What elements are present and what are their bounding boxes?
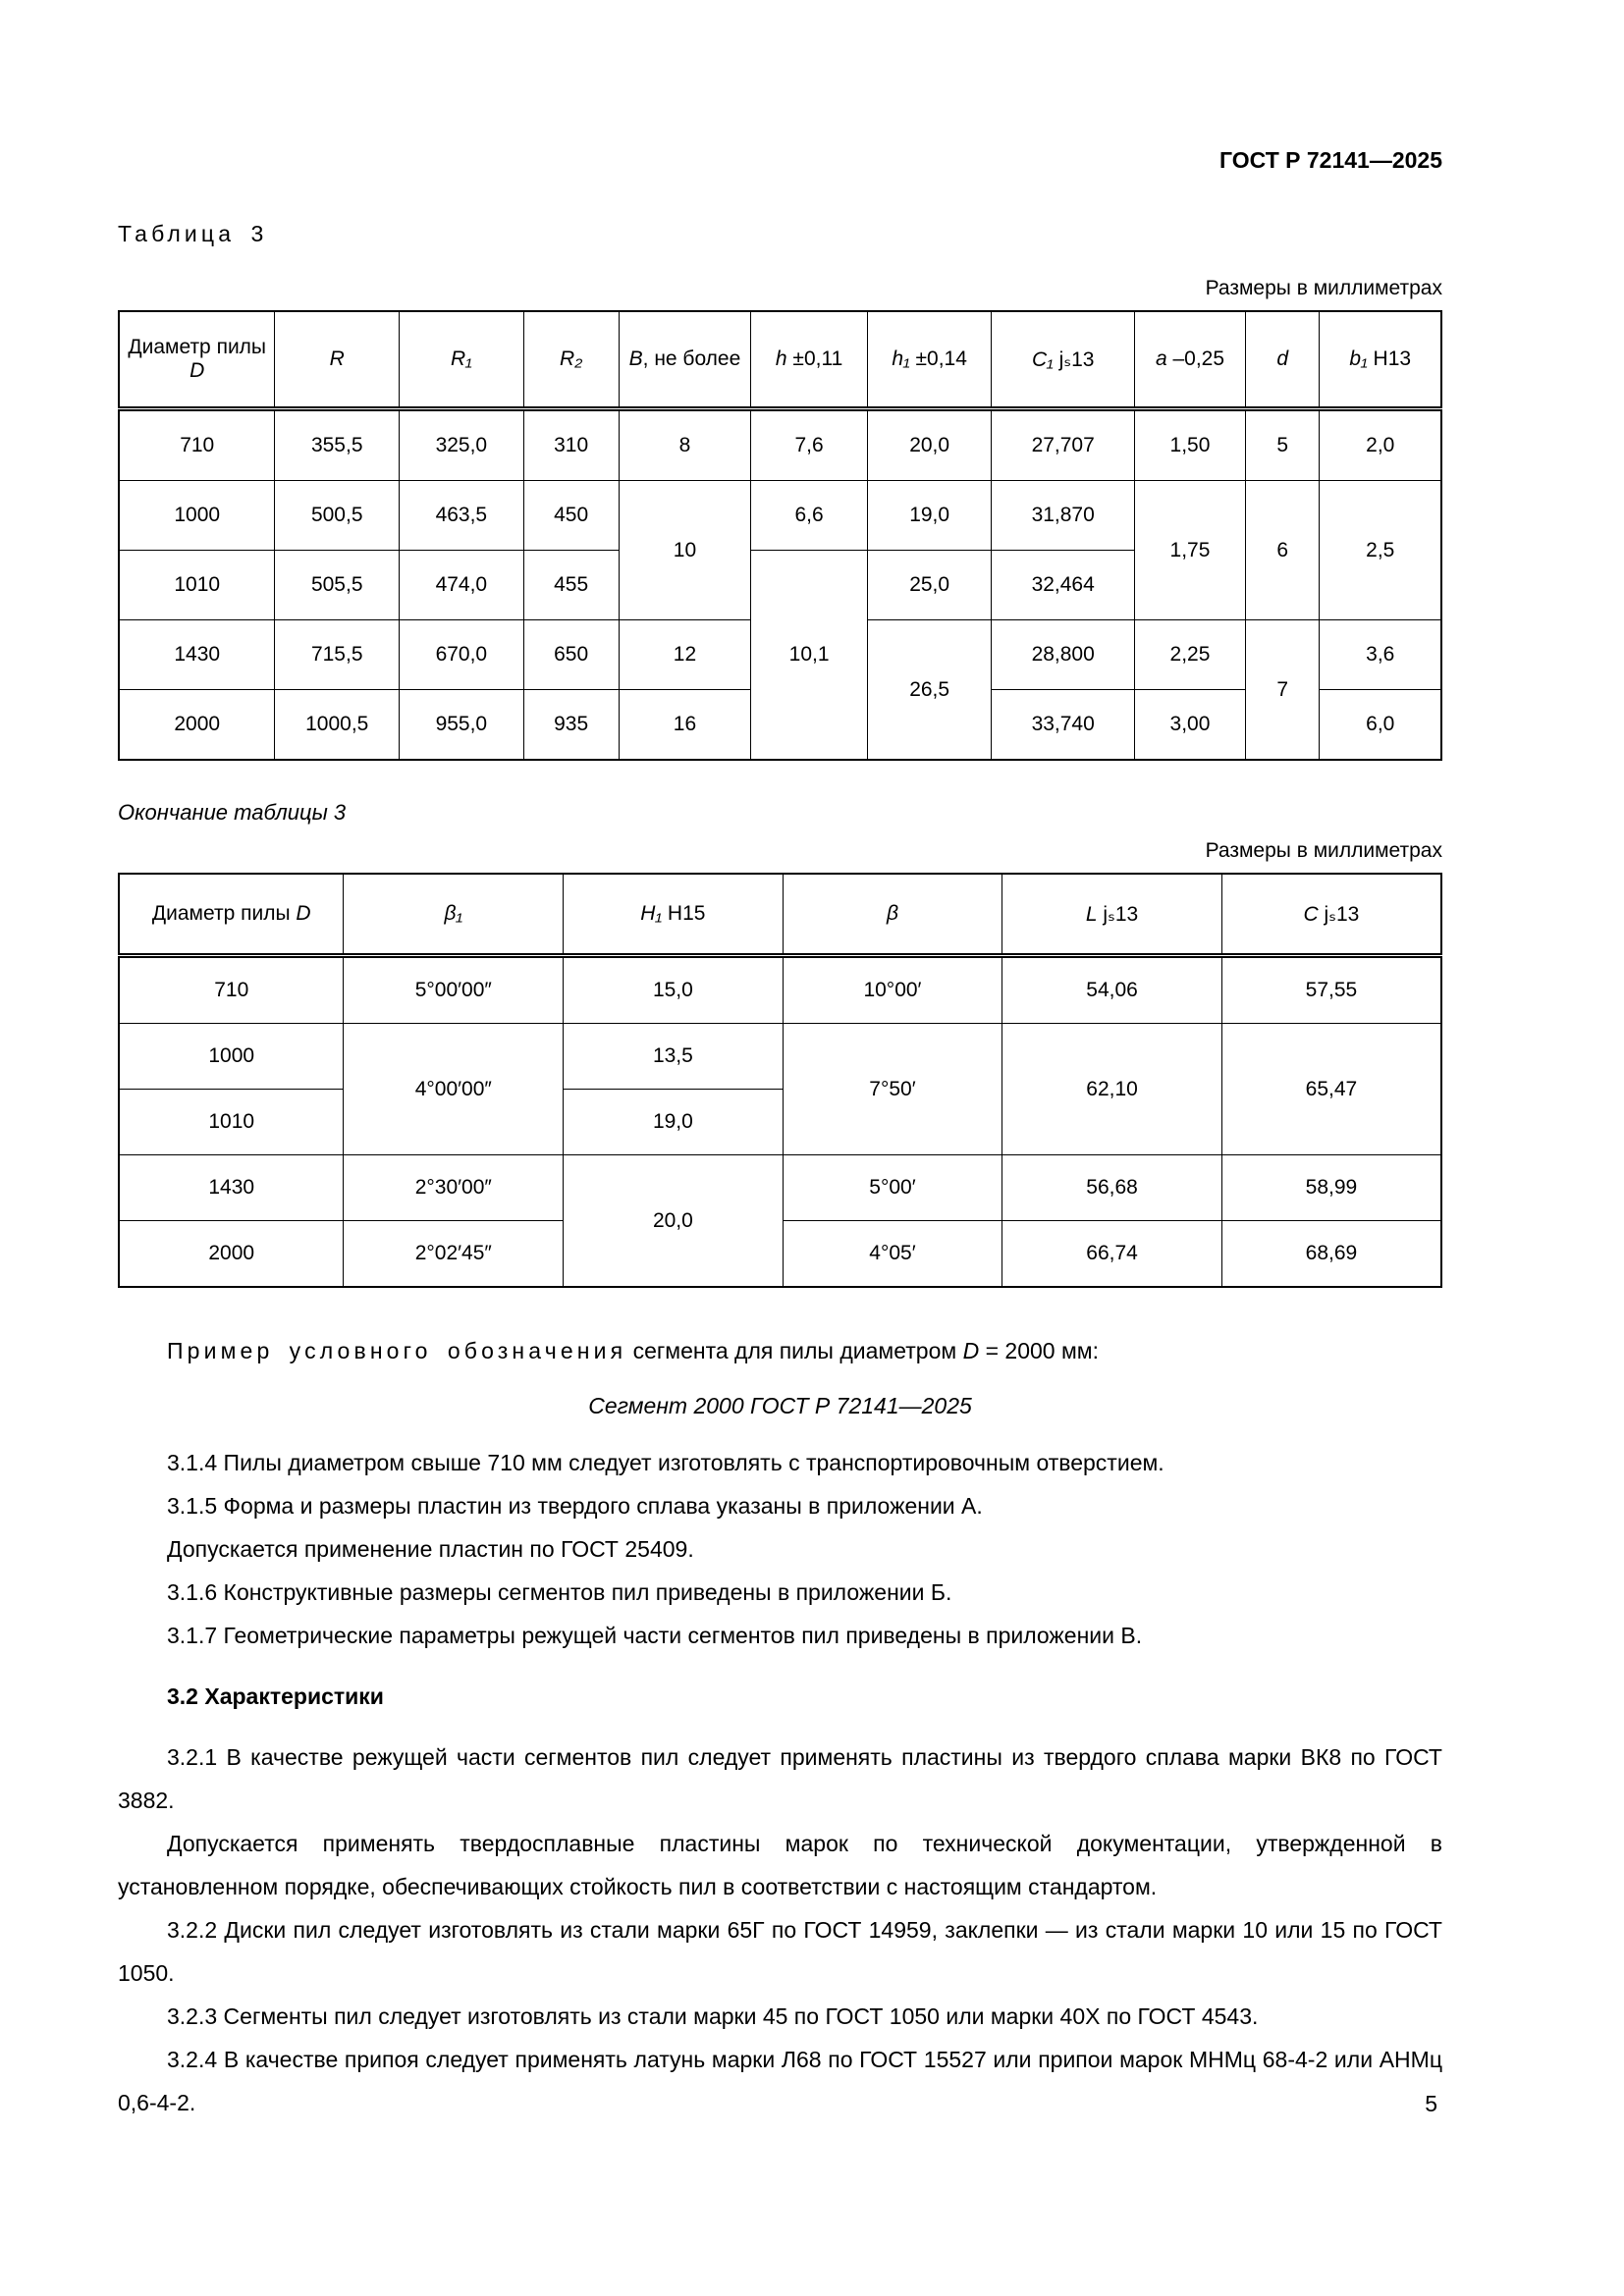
paragraph-3-2-3: 3.2.3 Сегменты пил следует изготовлять из стали марки 45 по ГОСТ 1050 или марки 40Х по ГОСТ 4543. [167,2003,1259,2029]
column-header-symbol: h₁ [892,347,910,370]
table-cell: 6 [1246,481,1320,620]
table-cell: 25,0 [867,551,992,620]
column-header [783,874,1002,956]
table-cell: 2,0 [1320,409,1441,481]
table-cell: 13,5 [564,1024,784,1090]
table-cell: 670,0 [400,620,524,690]
table-cell: 10 [619,481,751,620]
table-3-caption: Таблица 3 [118,221,268,246]
table-cell: 20,0 [867,409,992,481]
table-cell: 10°00′ [783,956,1002,1024]
column-header-symbol: R₂ [560,347,583,370]
column-header-symbol: D [296,902,311,925]
table-cell: 2000 [119,1221,344,1288]
table-cell: 1,75 [1134,481,1245,620]
table-cell: 56,68 [1002,1155,1222,1221]
table-cell: 54,06 [1002,956,1222,1024]
paragraph-3-2-1-note: Допускается применять твердосплавные пластины марок по технической документации, утвержденной в установленном порядке, обеспечивающих стойкость пил в соответствии с настоящим стандартом. [118,1831,1442,1899]
column-header-symbol: C [1303,902,1319,926]
designation-example-intro [118,1329,1442,1372]
table-cell: 7 [1246,620,1320,761]
table-row [119,481,1441,551]
table-row [119,956,1441,1024]
column-header-text: H15 [662,902,706,925]
table-cell: 650 [523,620,619,690]
table-cell: 68,69 [1221,1221,1441,1288]
paragraph-3-2-2: 3.2.2 Диски пил следует изготовлять из стали марки 65Г по ГОСТ 14959, заклепки — из стали марки 10 или 15 по ГОСТ 1050. [118,1917,1442,1986]
table-cell: 1000,5 [275,690,400,761]
column-header [1246,311,1320,409]
table-cell: 474,0 [400,551,524,620]
table-cell: 57,55 [1221,956,1441,1024]
table-row [119,1024,1441,1090]
segment-designation: Сегмент 2000 ГОСТ Р 72141—2025 [588,1393,972,1418]
column-header [564,874,784,956]
table-cell: 6,0 [1320,690,1441,761]
table-3 [118,310,1442,761]
table-row [119,1155,1441,1221]
column-header-symbol: R₁ [450,347,472,370]
table-cell: 12 [619,620,751,690]
column-header [400,311,524,409]
paragraph-3-1-6: 3.1.6 Конструктивные размеры сегментов пил приведены в приложении Б. [167,1579,952,1605]
table-cell: 26,5 [867,620,992,761]
column-header [523,311,619,409]
table-cell: 935 [523,690,619,761]
table-cell: 32,464 [992,551,1134,620]
table-3-end-units-note: Размеры в миллиметрах [1205,839,1442,862]
table-cell: 1010 [119,551,275,620]
table-cell: 27,707 [992,409,1134,481]
table-cell: 62,10 [1002,1024,1222,1155]
table-cell: 3,6 [1320,620,1441,690]
table-cell: 955,0 [400,690,524,761]
table-header-row [119,311,1441,409]
column-header [1320,311,1441,409]
table-cell: 33,740 [992,690,1134,761]
column-header-text: jₛ13 [1097,902,1139,926]
column-header-text: ±0,14 [909,347,967,370]
table-3-continuation [118,873,1442,1288]
column-header [1134,311,1245,409]
column-header-symbol: β₁ [444,902,463,925]
paragraph-3-2-1: 3.2.1 В качестве режущей части сегментов пил следует применять пластины из твердого сплава марки ВК8 по ГОСТ 3882. [118,1744,1442,1813]
table-cell: 710 [119,956,344,1024]
column-header [992,311,1134,409]
table-cell: 6,6 [751,481,868,551]
column-header [751,311,868,409]
column-header [119,311,275,409]
column-header-text: jₛ13 [1318,902,1360,926]
table-cell: 65,47 [1221,1024,1441,1155]
column-header [867,311,992,409]
table-cell: 310 [523,409,619,481]
column-header-symbol: B [628,347,643,370]
table-cell: 505,5 [275,551,400,620]
table-cell: 710 [119,409,275,481]
table-cell: 15,0 [564,956,784,1024]
table-3-continuation-caption: Окончание таблицы 3 [118,800,347,825]
table-cell: 4°00′00″ [344,1024,564,1155]
table-cell: 455 [523,551,619,620]
table-cell: 1430 [119,620,275,690]
table-cell: 1430 [119,1155,344,1221]
table-cell: 1,50 [1134,409,1245,481]
table-cell: 2000 [119,690,275,761]
column-header [1002,874,1222,956]
table-3-units-note: Размеры в миллиметрах [1205,277,1442,299]
column-header-symbol: b₁ [1349,347,1368,370]
table-cell: 325,0 [400,409,524,481]
column-header-text: ±0,11 [786,347,843,370]
table-cell: 16 [619,690,751,761]
column-header [119,874,344,956]
column-header-text: –0,25 [1166,347,1225,370]
column-header-symbol: D [189,359,205,382]
table-cell: 8 [619,409,751,481]
table-cell: 20,0 [564,1155,784,1288]
table-cell: 463,5 [400,481,524,551]
column-header-text: Диаметр пилы [151,902,297,925]
column-header [1221,874,1441,956]
table-cell: 28,800 [992,620,1134,690]
table-cell: 2,5 [1320,481,1441,620]
column-header-symbol: C₁ [1031,347,1054,371]
table-cell: 19,0 [867,481,992,551]
table-cell: 5 [1246,409,1320,481]
table-cell: 19,0 [564,1090,784,1155]
column-header-symbol: h [775,347,787,370]
table-cell: 1010 [119,1090,344,1155]
column-header-text: Диаметр пилы [128,336,267,358]
table-cell: 2,25 [1134,620,1245,690]
table-cell: 58,99 [1221,1155,1441,1221]
table-cell: 5°00′00″ [344,956,564,1024]
table-cell: 4°05′ [783,1221,1002,1288]
table-cell: 3,00 [1134,690,1245,761]
paragraph-3-1-7: 3.1.7 Геометрические параметры режущей части сегментов пил приведены в приложении В. [167,1623,1143,1648]
column-header-symbol: β [886,902,898,925]
column-header-symbol: H₁ [640,902,663,925]
section-3-2-heading: 3.2 Характеристики [167,1683,384,1709]
table-cell: 10,1 [751,551,868,761]
column-header-text: , не более [642,347,741,370]
column-header-text: H13 [1367,347,1412,370]
column-header-text: jₛ13 [1053,347,1095,371]
table-cell: 2°02′45″ [344,1221,564,1288]
table-cell: 5°00′ [783,1155,1002,1221]
doc-number: ГОСТ Р 72141—2025 [1219,147,1442,173]
example-text: = 2000 мм: [979,1338,1099,1363]
table-cell: 1000 [119,1024,344,1090]
column-header [619,311,751,409]
paragraph-3-1-5-note: Допускается применение пластин по ГОСТ 25409. [167,1536,694,1562]
paragraph-3-1-4: 3.1.4 Пилы диаметром свыше 710 мм следует изготовлять с транспортировочным отверстием. [167,1450,1164,1475]
table-cell: 450 [523,481,619,551]
diameter-symbol: D [962,1338,980,1363]
table-header-row [119,874,1441,956]
page-number: 5 [1425,2091,1437,2116]
table-row [119,409,1441,481]
table-cell: 31,870 [992,481,1134,551]
column-header [344,874,564,956]
table-cell: 7,6 [751,409,868,481]
column-header-symbol: a [1155,347,1167,370]
table-cell: 66,74 [1002,1221,1222,1288]
column-header-symbol: R [329,347,345,370]
example-text: сегмента для пилы диаметром [626,1338,963,1363]
paragraph-3-2-4: 3.2.4 В качестве припоя следует применять латунь марки Л68 по ГОСТ 15527 или припои марок МНМц 68-4-2 или АНМц 0,6-4-2. [118,2047,1442,2115]
column-header-symbol: d [1276,347,1289,370]
column-header [275,311,400,409]
table-cell: 7°50′ [783,1024,1002,1155]
table-cell: 2°30′00″ [344,1155,564,1221]
table-cell: 500,5 [275,481,400,551]
table-cell: 715,5 [275,620,400,690]
example-keyword: Пример условного обозначения [167,1338,627,1363]
column-header-symbol: L [1085,902,1098,926]
table-cell: 355,5 [275,409,400,481]
paragraph-3-1-5: 3.1.5 Форма и размеры пластин из твердого сплава указаны в приложении А. [167,1493,983,1519]
table-cell: 1000 [119,481,275,551]
